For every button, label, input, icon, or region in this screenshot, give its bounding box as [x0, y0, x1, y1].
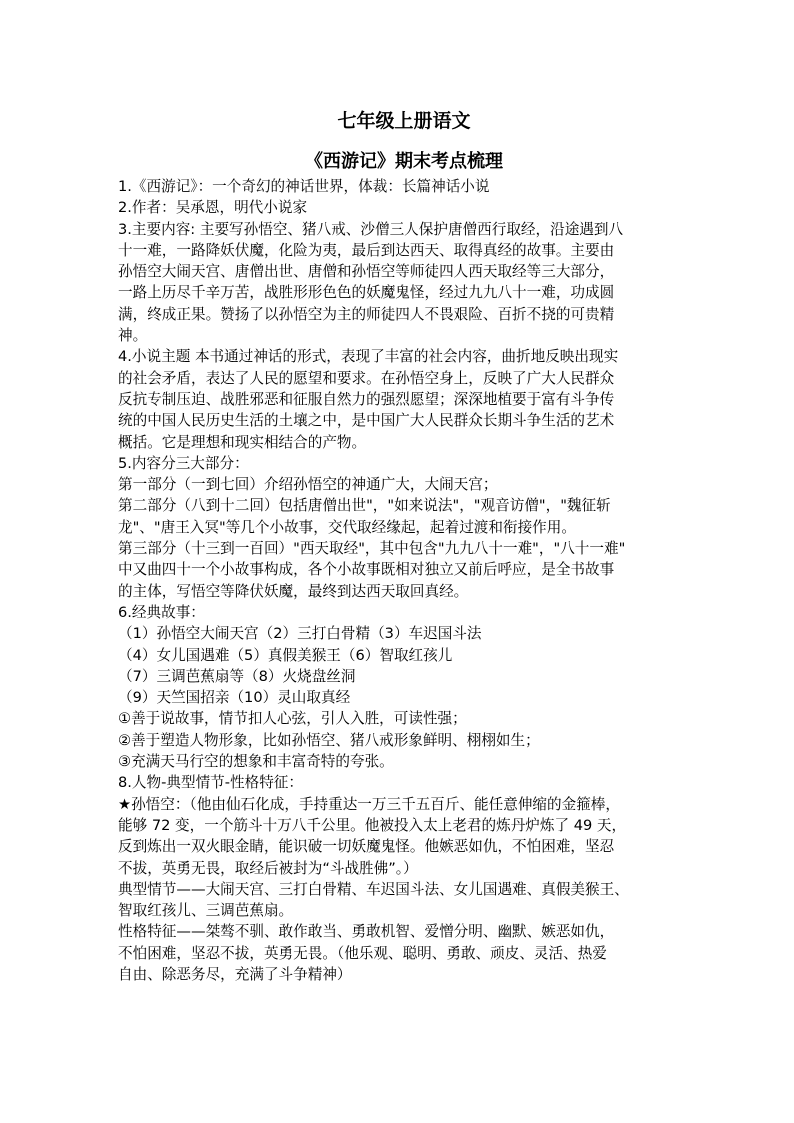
body-line: （4）女儿国遇难（5）真假美猴王（6）智取红孩儿	[118, 646, 453, 664]
body-line: （7）三调芭蕉扇等（8）火烧盘丝洞	[118, 667, 356, 685]
body-line: 反到炼出一双火眼金睛，能识破一切妖魔鬼怪。他嫉恶如仇，不怕困难，坚忍	[118, 838, 615, 856]
body-line: 6.经典故事：	[118, 603, 205, 621]
body-line: 龙"、"唐王入冥"等几个小故事，交代取经缘起，起着过渡和衔接作用。	[118, 518, 576, 536]
body-line: 第三部分（十三到一百回）"西天取经"，其中包含"九九八十一难"，"八十一难"	[118, 540, 626, 558]
body-line: 第二部分（八到十二回）包括唐僧出世"，"如来说法"，"观音访僧"，"魏征斩	[118, 497, 611, 515]
body-line: （9）天竺国招亲（10）灵山取真经	[118, 689, 351, 707]
body-line: ①善于说故事，情节扣人心弦，引人入胜，可读性强；	[118, 710, 467, 728]
body-line: 神。	[118, 327, 148, 345]
body-line: 十一难，一路降妖伏魔，化险为夷，最后到达西天、取得真经的故事。主要由	[118, 241, 615, 259]
body-line: 8.人物-典型情节-性格特征：	[118, 774, 303, 792]
body-line: 3.主要内容: 主要写孙悟空、猪八戒、沙僧三人保护唐僧西行取经，沿途遇到八	[118, 220, 624, 238]
body-line: 4.小说主题 本书通过神话的形式，表现了丰富的社会内容，曲折地反映出现实	[118, 348, 619, 366]
body-line: ②善于塑造人物形象，比如孙悟空、猪八戒形象鲜明、栩栩如生；	[118, 731, 540, 749]
body-line: （1）孙悟空大闹天宫（2）三打白骨精（3）车迟国斗法	[118, 625, 482, 643]
body-line: 5.内容分三大部分：	[118, 454, 249, 472]
document-body	[118, 176, 690, 985]
body-line: 满，终成正果。赞扬了以孙悟空为主的师徒四人不畏艰险、百折不挠的可贵精	[118, 305, 615, 323]
body-line: 中又曲四十一个小故事构成，各个小故事既相对独立又前后呼应，是全书故事	[118, 561, 615, 579]
body-line: 的社会矛盾，表达了人民的愿望和要求。在孙悟空身上，反映了广大人民群众	[118, 369, 615, 387]
document-subtitle: 《西游记》期末考点梳理	[305, 151, 503, 172]
document-title: 七年级上册语文	[337, 110, 471, 132]
body-line: 第一部分（一到七回）介绍孙悟空的神通广大，大闹天宫；	[118, 476, 498, 494]
body-line: ★孙悟空：（他由仙石化成，手持重达一万三千五百斤、能任意伸缩的金箍棒，	[118, 795, 620, 813]
body-line: 自由、除恶务尽，充满了斗争精神）	[118, 965, 352, 983]
body-line: 一路上历尽千辛万苦，战胜形形色色的妖魔鬼怪，经过九九八十一难，功成圆	[118, 284, 615, 302]
body-line: 概括。它是理想和现实相结合的产物。	[118, 433, 367, 451]
body-line: 统的中国人民历史生活的土壤之中，是中国广大人民群众长期斗争生活的艺术	[118, 412, 615, 430]
body-line: 1.《西游记》：一个奇幻的神话世界，体裁：长篇神话小说	[118, 178, 490, 195]
body-line: 反抗专制压迫、战胜邪恶和征服自然力的强烈愿望；深深地植要于富有斗争传	[118, 390, 615, 408]
body-line: 孙悟空大闹天宫、唐僧出世、唐僧和孙悟空等师徒四人西天取经等三大部分，	[118, 263, 615, 281]
body-line: ③充满天马行空的想象和丰富奇特的夸张。	[118, 753, 394, 771]
body-line: 性格特征——桀骜不驯、敢作敢当、勇敢机智、爱憎分明、幽默、嫉恶如仇，	[118, 923, 615, 941]
body-line: 的主体，写悟空等降伏妖魔，最终到达西天取回真经。	[118, 582, 469, 600]
body-line: 不怕困难，坚忍不拔，英勇无畏。（他乐观、聪明、勇敢、顽皮、灵活、热爱	[118, 944, 607, 962]
document-page	[118, 100, 690, 985]
body-line: 能够 72 变，一个筋斗十万八千公里。他被投入太上老君的炼丹炉炼了 49 天，	[118, 816, 627, 834]
body-line: 2.作者：吴承恩，明代小说家	[118, 199, 308, 217]
body-line: 典型情节——大闹天宫、三打白骨精、车迟国斗法、女儿国遇难、真假美猴王、	[118, 880, 629, 898]
body-line: 不拔，英勇无畏，取经后被封为“斗战胜佛”。）	[118, 859, 418, 877]
body-line: 智取红孩儿、三调芭蕉扇。	[118, 902, 294, 920]
